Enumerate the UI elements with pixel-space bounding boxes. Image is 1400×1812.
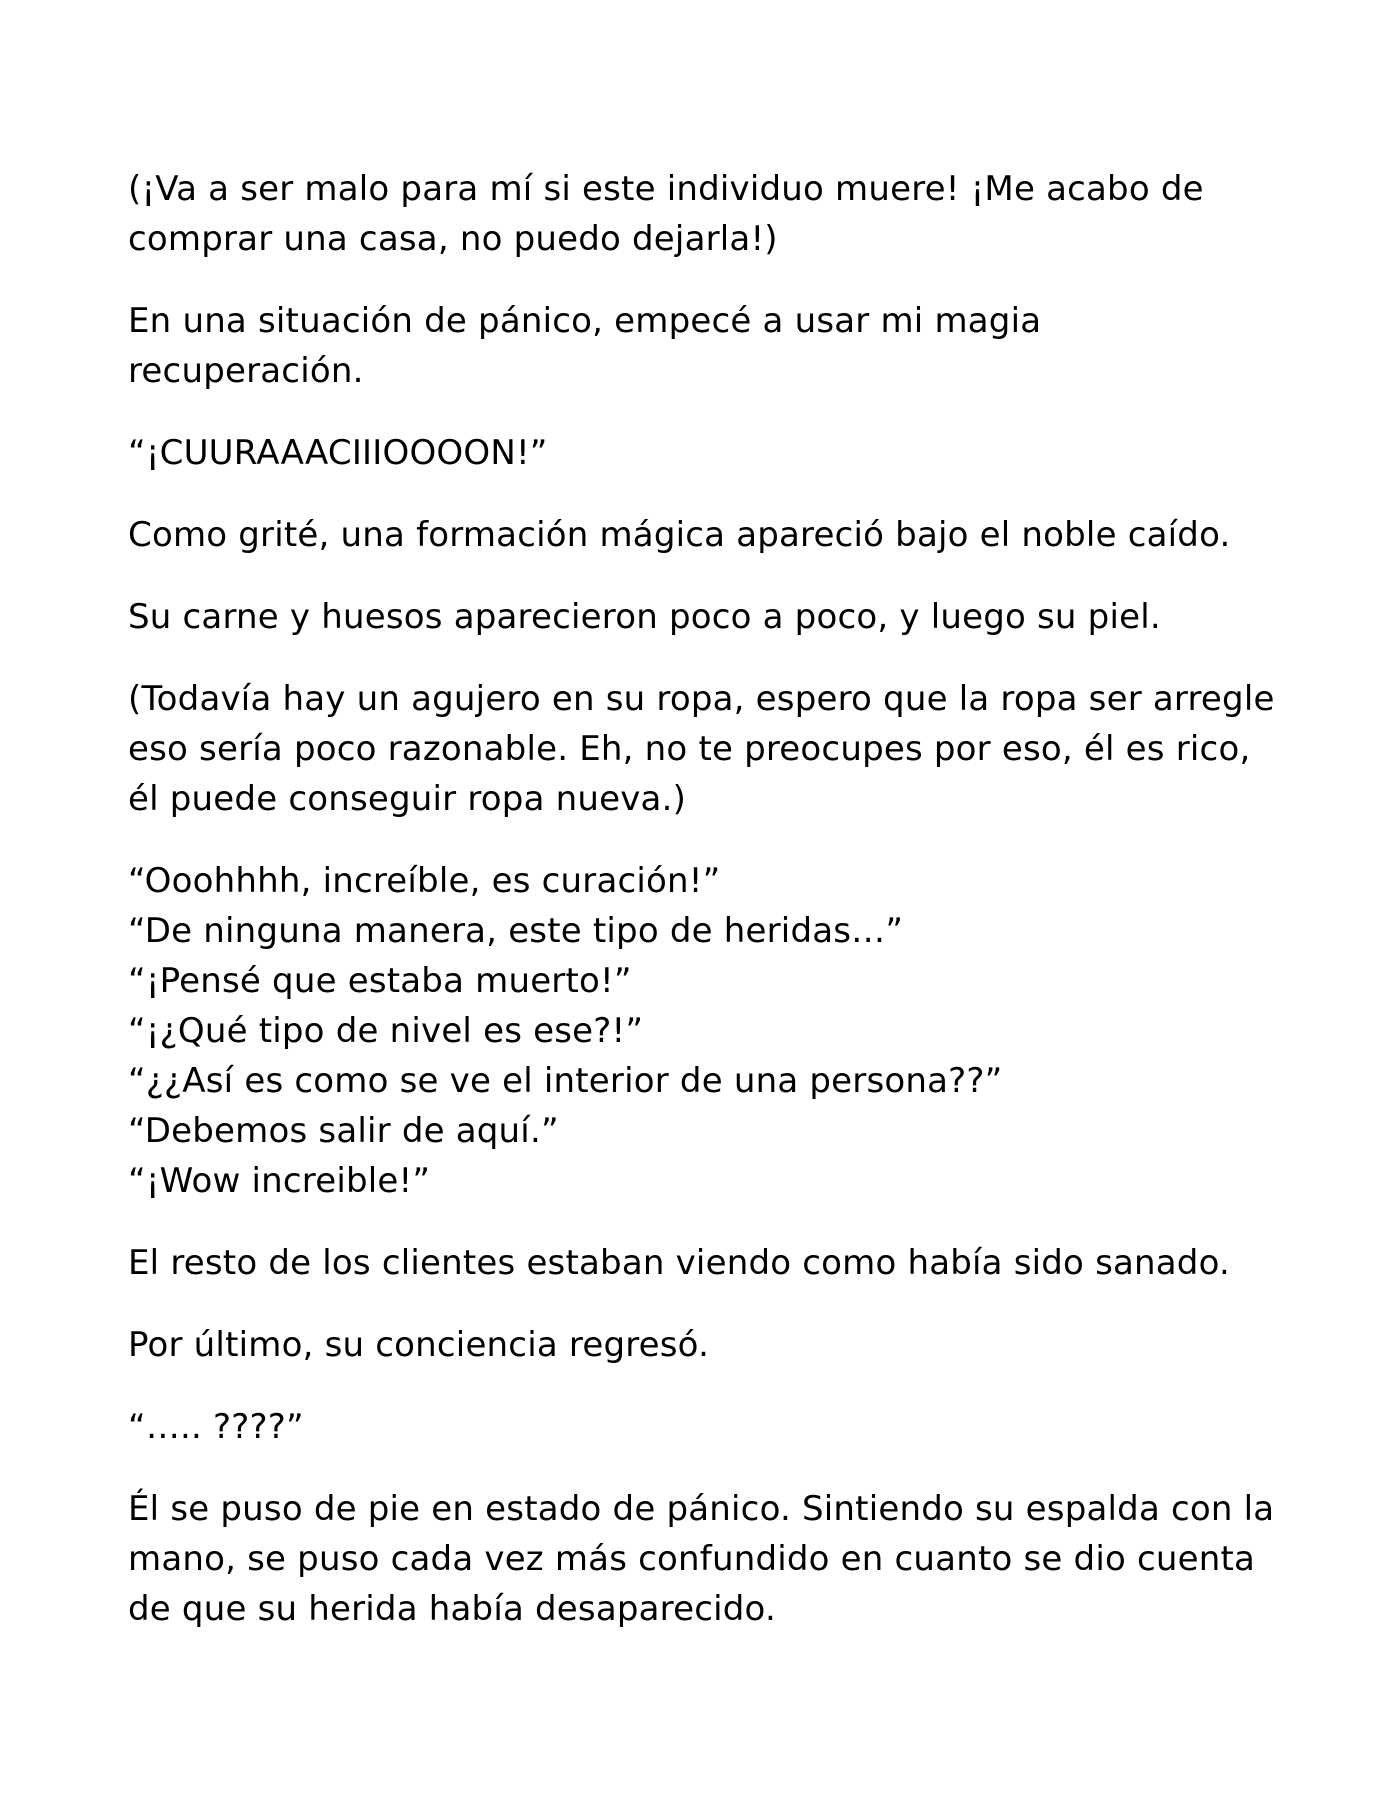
paragraph-shout-curacion: “¡CUURAAACIIIOOOON!” bbox=[128, 433, 548, 473]
document-page bbox=[128, 164, 1278, 1666]
paragraph-consciousness: Por último, su conciencia regresó. bbox=[128, 1325, 710, 1365]
dialogue-line: “¿¿Así es como se ve el interior de una persona??” bbox=[128, 1061, 1003, 1101]
dialogue-line: “¡Wow increible!” bbox=[128, 1161, 431, 1201]
dialogue-line: “Ooohhhh, increíble, es curación!” bbox=[128, 861, 721, 901]
paragraph-wound-gone: Él se puso de pie en estado de pánico. Sintiendo su espalda con la mano, se puso cada vez más confundido en cuanto se dio cuenta de que su herida había desaparecido. bbox=[128, 1489, 1275, 1629]
dialogue-block-crowd bbox=[128, 856, 1278, 1206]
dialogue-line: “¡Pensé que estaba muerto!” bbox=[128, 961, 632, 1001]
paragraph-thought-house: (¡Va a ser malo para mí si este individuo muere! ¡Me acabo de comprar una casa, no puedo dejarla!) bbox=[128, 169, 1204, 259]
paragraph-flesh-bones: Su carne y huesos aparecieron poco a poco, y luego su piel. bbox=[128, 597, 1161, 637]
paragraph-magic-formation: Como grité, una formación mágica apareció bajo el noble caído. bbox=[128, 515, 1231, 555]
paragraph-confused-quote: “….. ????” bbox=[128, 1407, 304, 1447]
dialogue-line: “Debemos salir de aquí.” bbox=[128, 1111, 559, 1151]
dialogue-line: “¡¿Qué tipo de nivel es ese?!” bbox=[128, 1011, 644, 1051]
paragraph-thought-clothes: (Todavía hay un agujero en su ropa, espero que la ropa ser arregle eso sería poco razonable. Eh, no te preocupes por eso, él es rico, él puede conseguir ropa nueva.) bbox=[128, 679, 1275, 819]
paragraph-clients-watching: El resto de los clientes estaban viendo como había sido sanado. bbox=[128, 1243, 1230, 1283]
paragraph-panic-magic: En una situación de pánico, empecé a usar mi magia recuperación. bbox=[128, 301, 1042, 391]
dialogue-line: “De ninguna manera, este tipo de heridas…” bbox=[128, 911, 904, 951]
